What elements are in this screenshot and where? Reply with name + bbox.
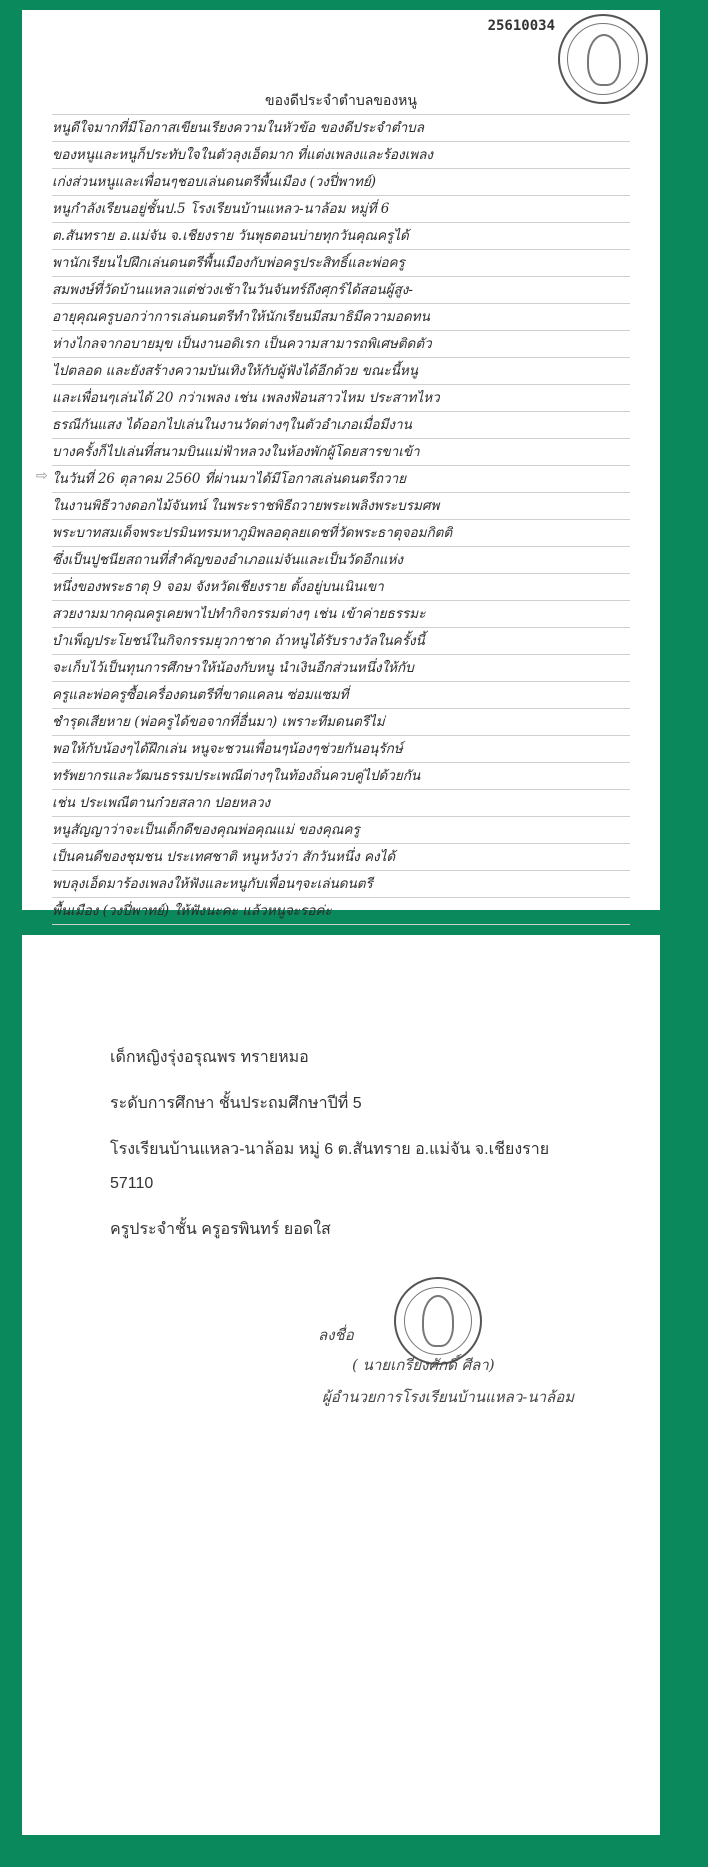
letter-line: สมพงษ์ที่วัดบ้านแหลวแต่ช่วงเช้าในวันจันทร์ถึงศุกร์ได้สอนผู้สูง-: [52, 277, 630, 304]
signatory-title: ผู้อำนวยการโรงเรียนบ้านแหลว-นาล้อม: [322, 1388, 575, 1406]
letter-line: ชำรุดเสียหาย (พ่อครูได้ขอจากที่อื่นมา) เพราะทีมดนตรีไม่: [52, 709, 630, 736]
letter-line: ห่างไกลจากอบายมุข เป็นงานอดิเรก เป็นความสามารถพิเศษติดตัว: [52, 331, 630, 358]
letter-line: เช่น ประเพณีตานก๋วยสลาก ปอยหลวง: [52, 790, 630, 817]
letter-line: พระบาทสมเด็จพระปรมินทรมหาภูมิพลอดุลยเดชที่วัดพระธาตุจอมกิตติ: [52, 520, 630, 547]
letter-line: ครูและพ่อครูซื้อเครื่องดนตรีที่ขาดแคลน ซ่อมแซมที่: [52, 682, 630, 709]
letter-line: ไปตลอด และยังสร้างความบันเทิงให้กับผู้ฟังได้อีกด้วย ขณะนี้หนู: [52, 358, 630, 385]
letter-title: ของดีประจำตำบลของหนู: [52, 88, 630, 115]
education-level: ระดับการศึกษา ชั้นประถมศึกษาปีที่ 5: [110, 1095, 362, 1112]
letter-line: จะเก็บไว้เป็นทุนการศึกษาให้น้องกับหนู นำเงินอีกส่วนหนึ่งให้กับ: [52, 655, 630, 682]
postal-code: 57110: [110, 1175, 154, 1192]
student-info: [110, 1045, 549, 1263]
letter-line: หนูกำลังเรียนอยู่ชั้นป.5 โรงเรียนบ้านแหลว-นาล้อม หมู่ที่ 6: [52, 196, 630, 223]
letter-line: ซึ่งเป็นปูชนียสถานที่สำคัญของอำเภอแม่จันและเป็นวัดอีกแห่ง: [52, 547, 630, 574]
letter-line: หนูสัญญาว่าจะเป็นเด็กดีของคุณพ่อคุณแม่ ของคุณครู: [52, 817, 630, 844]
letter-page: [22, 10, 660, 919]
letter-line: ธรณีกันแสง ได้ออกไปเล่นในงานวัดต่างๆในตัวอำเภอเมื่อมีงาน: [52, 412, 630, 439]
letter-line: บำเพ็ญประโยชน์ในกิจกรรมยุวกาชาด ถ้าหนูได้รับรางวัลในครั้งนี้: [52, 628, 630, 655]
class-teacher: ครูประจำชั้น ครูอรพินทร์ ยอดใส: [110, 1221, 331, 1238]
margin-arrow-icon: ⇨: [36, 468, 48, 484]
letter-line: ในวันที่ 26 ตุลาคม 2560 ที่ผ่านมาได้มีโอกาสเล่นดนตรีถวาย: [52, 466, 630, 493]
letter-line: พบลุงเอ็ดมาร้องเพลงให้ฟังและหนูกับเพื่อนๆจะเล่นดนตรี: [52, 871, 630, 898]
letter-line: พานักเรียนไปฝึกเล่นดนตรีพื้นเมืองกับพ่อครูประสิทธิ์และพ่อครู: [52, 250, 630, 277]
document-number: 25610034: [487, 18, 555, 34]
letter-body: [52, 88, 630, 925]
letter-line: เก่งส่วนหนูและเพื่อนๆชอบเล่นดนตรีพื้นเมือง (วงปี่พาทย์): [52, 169, 630, 196]
letter-line: เป็นคนดีของชุมชน ประเทศชาติ หนูหวังว่า สักวันหนึ่ง คงได้: [52, 844, 630, 871]
letter-line: ต.สันทราย อ.แม่จัน จ.เชียงราย วันพุธตอนบ่ายทุกวันคุณครูได้: [52, 223, 630, 250]
info-page: [22, 935, 660, 1835]
school-seal-stamp: [394, 1277, 482, 1365]
student-name: เด็กหญิงรุ่งอรุณพร ทรายหมอ: [110, 1049, 309, 1066]
letter-line: และเพื่อนๆเล่นได้ 20 กว่าเพลง เช่น เพลงฟ้อนสาวไหม ประสาทไหว: [52, 385, 630, 412]
letter-line: ในงานพิธีวางดอกไม้จันทน์ ในพระราชพิธีถวายพระเพลิงพระบรมศพ: [52, 493, 630, 520]
letter-line: พอให้กับน้องๆได้ฝึกเล่น หนูจะชวนเพื่อนๆน้องๆช่วยกันอนุรักษ์: [52, 736, 630, 763]
letter-line: หนูดีใจมากที่มีโอกาสเขียนเรียงความในหัวข้อ ของดีประจำตำบล: [52, 115, 630, 142]
school-address: โรงเรียนบ้านแหลว-นาล้อม หมู่ 6 ต.สันทราย อ.แม่จัน จ.เชียงราย: [110, 1141, 550, 1158]
letter-line: ทรัพยากรและวัฒนธรรมประเพณีต่างๆในท้องถิ่นควบคู่ไปด้วยกัน: [52, 763, 630, 790]
signature-label: ลงชื่อ: [318, 1326, 354, 1344]
signatory-name: ( นายเกรียงศักดิ์ ศีลา): [352, 1356, 495, 1374]
letter-line: หนึ่งของพระธาตุ 9 จอม จังหวัดเชียงราย ตั้งอยู่บนเนินเขา: [52, 574, 630, 601]
letter-line: ของหนูและหนูก็ประทับใจในตัวลุงเอ็ดมาก ที่แต่งเพลงและร้องเพลง: [52, 142, 630, 169]
letter-line: อายุคุณครูบอกว่าการเล่นดนตรีทำให้นักเรียนมีสมาธิมีความอดทน: [52, 304, 630, 331]
letter-line: บางครั้งก็ไปเล่นที่สนามบินแม่ฟ้าหลวงในห้องพักผู้โดยสารขาเข้า: [52, 439, 630, 466]
letter-line: สวยงามมากคุณครูเคยพาไปทำกิจกรรมต่างๆ เช่น เข้าค่ายธรรมะ: [52, 601, 630, 628]
letter-line: พื้นเมือง (วงปี่พาทย์) ให้ฟังนะคะ แล้วหนูจะรอค่ะ: [52, 898, 630, 925]
